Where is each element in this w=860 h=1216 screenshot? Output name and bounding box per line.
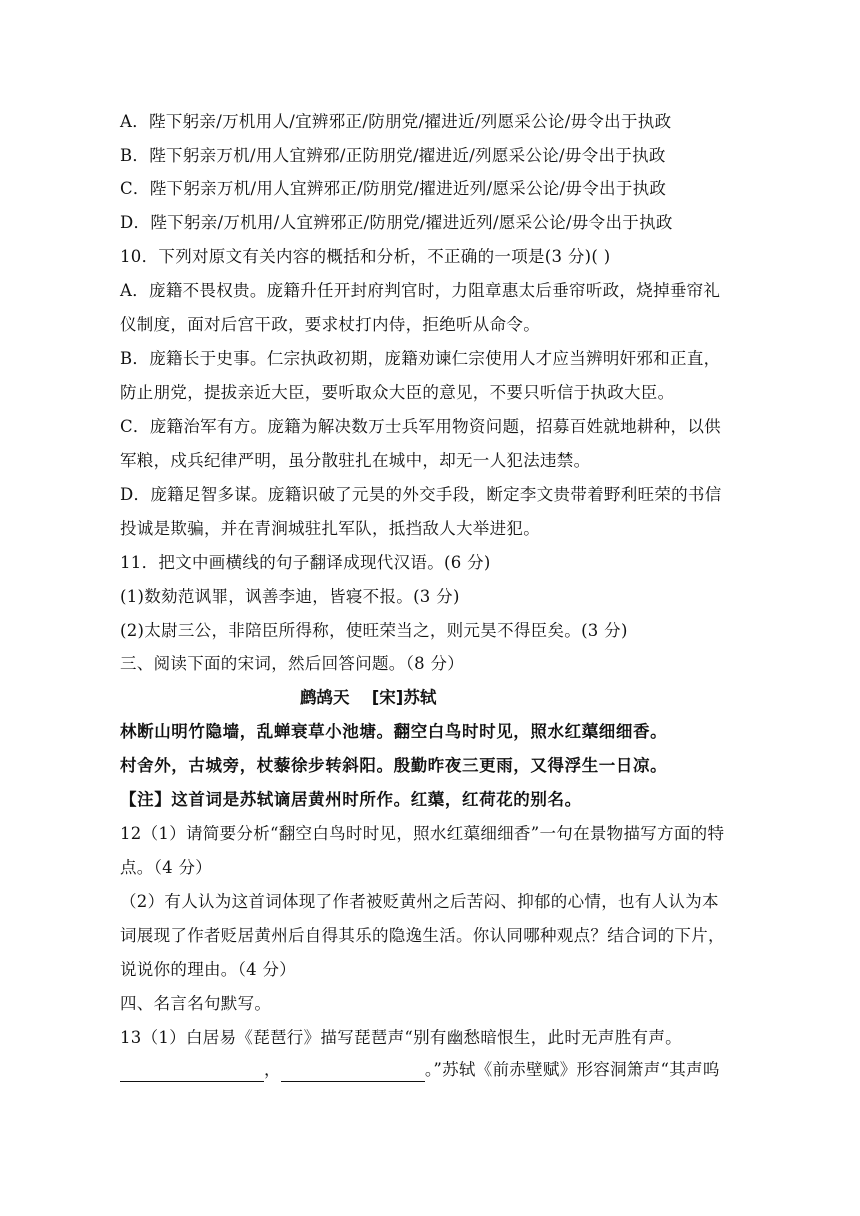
- answer-blank-1[interactable]: [120, 1063, 264, 1082]
- q9-option-b: B．陛下躬亲万机/用人宜辨邪/正防朋党/擢进近/列愿采公论/毋令出于执政: [120, 146, 666, 165]
- poem-line-2: 村舍外，古城旁，杖藜徐步转斜阳。殷勤昨夜三更雨，又得浮生一日凉。: [120, 756, 668, 775]
- blank-separator: ，: [264, 1060, 281, 1079]
- q12-part2-line1: （2）有人认为这首词体现了作者被贬黄州之后苦闷、抑郁的心情，也有人认为本: [120, 892, 719, 911]
- q10-option-a-line2: 仪制度，面对后宫干政，要求杖打内侍，拒绝听从命令。: [120, 315, 540, 334]
- q11-stem: 11．把文中画横线的句子翻译成现代汉语。(6 分): [120, 553, 491, 572]
- answer-blank-2[interactable]: [281, 1063, 425, 1082]
- q10-option-c-line2: 军粮，戍兵纪律严明，虽分散驻扎在城中，却无一人犯法违禁。: [120, 451, 591, 470]
- q12-part1-line1: 12（1）请简要分析“翻空白鸟时时见，照水红蕖细细香”一句在景物描写方面的特: [120, 824, 725, 843]
- q11-item-1: (1)数劾范讽罪，讽善李迪，皆寝不报。(3 分): [120, 587, 460, 606]
- q12-part2-line2: 词展现了作者贬居黄州后自得其乐的隐逸生活。你认同哪种观点？结合词的下片，: [120, 926, 725, 945]
- section4-heading: 四、名言名句默写。: [120, 994, 272, 1013]
- q9-option-c: C．陛下躬亲万机/用人宜辨邪正/防朋党/擢进近列/愿采公论/毋令出于执政: [120, 179, 667, 198]
- q13-line2: [120, 1058, 760, 1082]
- section3-heading: 三、阅读下面的宋词，然后回答问题。（8 分）: [120, 654, 465, 673]
- q9-option-a: A．陛下躬亲/万机用人/宜辨邪正/防朋党/擢进近/列愿采公论/毋令出于执政: [120, 112, 672, 131]
- poem-title: 鹧鸪天 [宋]苏轼: [300, 688, 437, 707]
- q10-option-b-line2: 防止朋党，提拔亲近大臣，要听取众大臣的意见，不要只听信于执政大臣。: [120, 383, 675, 402]
- q12-part1-line2: 点。（4 分）: [120, 858, 213, 877]
- q12-part2-line3: 说说你的理由。（4 分）: [120, 960, 297, 979]
- q13-line1: 13（1）白居易《琵琶行》描写琵琶声“别有幽愁暗恨生，此时无声胜有声。: [120, 1028, 682, 1047]
- q9-option-d: D．陛下躬亲/万机用/人宜辨邪正/防朋党/擢进近列/愿采公论/毋令出于执政: [120, 213, 673, 232]
- q13-line2-tail: 。”苏轼《前赤壁赋》形容洞箫声“其声呜: [424, 1060, 720, 1079]
- q10-option-b-line1: B．庞籍长于史事。仁宗执政初期，庞籍劝谏仁宗使用人才应当辨明奸邪和正直，: [120, 349, 721, 368]
- q10-option-c-line1: C．庞籍治军有方。庞籍为解决数万士兵军用物资问题，招募百姓就地耕种，以供: [120, 417, 721, 436]
- poem-note: 【注】这首词是苏轼谪居黄州时所作。红蕖，红荷花的别名。: [120, 790, 582, 809]
- q11-item-2: (2)太尉三公，非陪臣所得称，使旺荣当之，则元昊不得臣矣。(3 分): [120, 621, 628, 640]
- q10-stem: 10．下列对原文有关内容的概括和分析，不正确的一项是(3 分)( ): [120, 247, 611, 266]
- q10-option-d-line1: D．庞籍足智多谋。庞籍识破了元昊的外交手段，断定李文贵带着野利旺荣的书信: [120, 485, 722, 504]
- q10-option-a-line1: A．庞籍不畏权贵。庞籍升任开封府判官时，力阻章惠太后垂帘听政，烧掉垂帘礼: [120, 281, 721, 300]
- poem-line-1: 林断山明竹隐墙，乱蝉衰草小池塘。翻空白鸟时时见，照水红蕖细细香。: [120, 722, 668, 741]
- q10-option-d-line2: 投诚是欺骗，并在青涧城驻扎军队，抵挡敌人大举进犯。: [120, 519, 540, 538]
